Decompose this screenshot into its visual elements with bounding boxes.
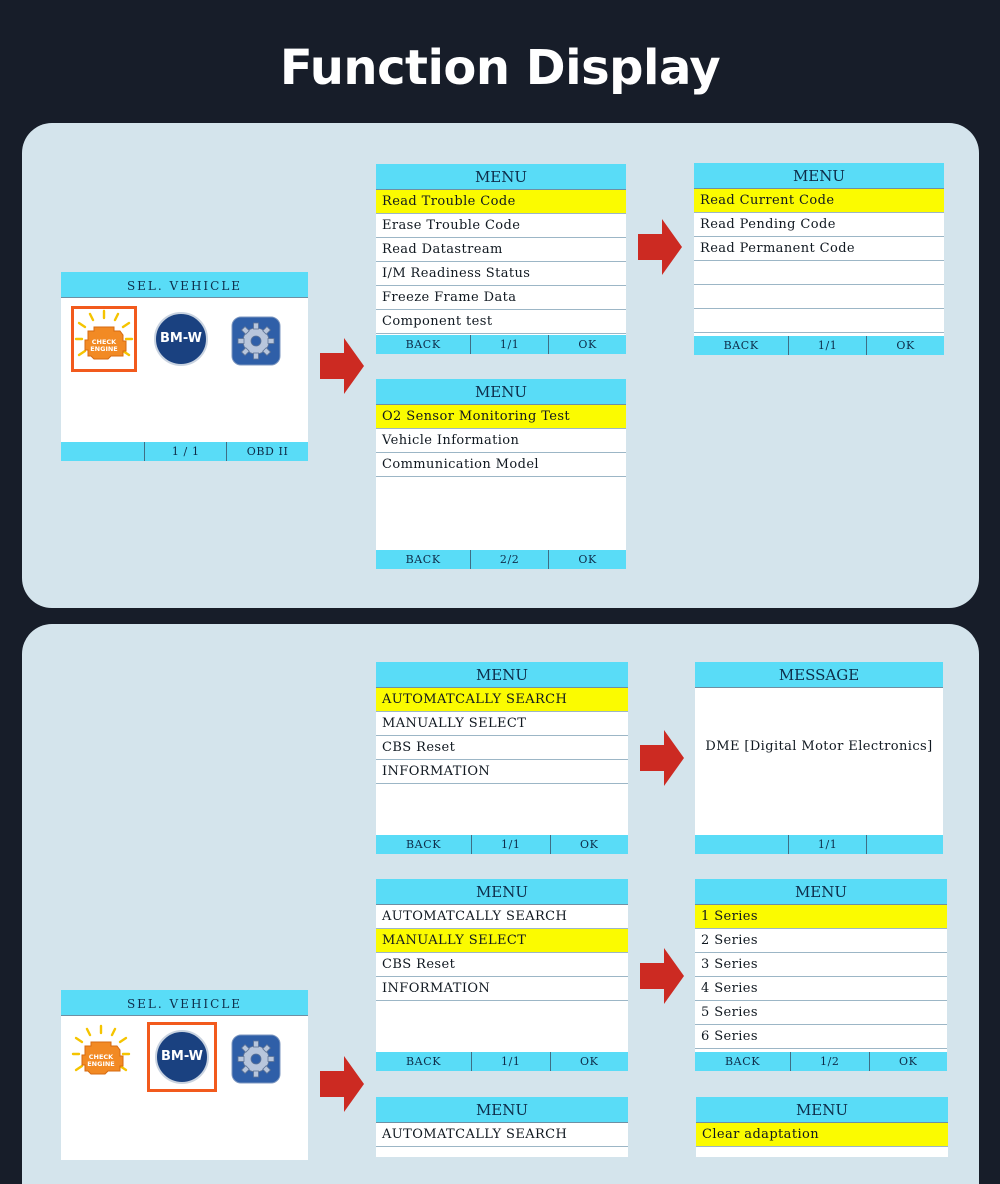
screen-footer xyxy=(376,1052,628,1071)
footer-left xyxy=(61,442,144,461)
menu-item[interactable]: MANUALLY SELECT xyxy=(376,712,628,736)
menu-item[interactable]: AUTOMATCALLY SEARCH xyxy=(376,1123,628,1147)
page-indicator: 1/1 xyxy=(471,1052,550,1071)
screen-footer xyxy=(376,550,626,569)
gear-icon xyxy=(231,316,281,366)
bmw-option[interactable] xyxy=(151,309,211,369)
arrow-right-icon xyxy=(640,730,684,786)
message-screen xyxy=(695,662,943,854)
footer-mode[interactable]: OBD II xyxy=(226,442,308,461)
main-menu-page2-screen xyxy=(376,379,626,569)
bmw-logo-icon: BM-W xyxy=(155,1030,209,1084)
menu-item[interactable]: AUTOMATCALLY SEARCH xyxy=(376,688,628,712)
screen-title: MENU xyxy=(376,879,628,905)
gear-icon xyxy=(231,1034,281,1084)
menu-item[interactable]: Read Permanent Code xyxy=(694,237,944,261)
footer-left xyxy=(695,835,788,854)
screen-title: MENU xyxy=(376,1097,628,1123)
screen-footer xyxy=(695,835,943,854)
footer-page: 1 / 1 xyxy=(144,442,226,461)
bmw-option[interactable] xyxy=(147,1022,217,1092)
screen-footer xyxy=(694,336,944,355)
arrow-right-icon xyxy=(320,1056,364,1112)
function-panel-bmw xyxy=(22,624,979,1184)
bmw-menu-partial-screen xyxy=(376,1097,628,1157)
menu-item[interactable]: Read Datastream xyxy=(376,238,626,262)
menu-item[interactable]: Communication Model xyxy=(376,453,626,477)
screen-footer xyxy=(376,335,626,354)
check-engine-icon xyxy=(71,1024,131,1084)
screen-title: MENU xyxy=(694,163,944,189)
arrow-right-icon xyxy=(320,338,364,394)
menu-item[interactable]: Freeze Frame Data xyxy=(376,286,626,310)
ok-button[interactable]: OK xyxy=(550,835,629,854)
check-engine-icon xyxy=(74,309,134,369)
menu-item[interactable]: Clear adaptation xyxy=(696,1123,948,1147)
check-engine-text-2: ENGINE xyxy=(87,1060,115,1068)
screen-title: MESSAGE xyxy=(695,662,943,688)
settings-option[interactable] xyxy=(231,316,281,366)
screen-footer xyxy=(695,1052,947,1071)
back-button[interactable]: BACK xyxy=(405,338,441,351)
check-engine-text-1: CHECK xyxy=(91,338,117,346)
vehicle-select-screen xyxy=(61,990,308,1160)
ok-button[interactable]: OK xyxy=(548,550,626,569)
settings-option[interactable] xyxy=(231,1034,281,1084)
menu-item[interactable]: I/M Readiness Status xyxy=(376,262,626,286)
screen-footer xyxy=(376,835,628,854)
adaptation-menu-partial-screen xyxy=(696,1097,948,1157)
series-item[interactable]: 1 Series xyxy=(695,905,947,929)
bmw-logo-icon: BM-W xyxy=(154,312,208,366)
series-menu-screen xyxy=(695,879,947,1071)
screen-title: MENU xyxy=(376,164,626,190)
back-button[interactable]: BACK xyxy=(724,1055,761,1068)
page-indicator: 1/1 xyxy=(471,835,550,854)
series-item[interactable]: 3 Series xyxy=(695,953,947,977)
screen-title: MENU xyxy=(376,662,628,688)
page-indicator: 2/2 xyxy=(470,550,548,569)
menu-item[interactable]: INFORMATION xyxy=(376,760,628,784)
screen-title: MENU xyxy=(376,379,626,405)
arrow-right-icon xyxy=(640,948,684,1004)
menu-item[interactable]: CBS Reset xyxy=(376,736,628,760)
menu-item[interactable]: Read Current Code xyxy=(694,189,944,213)
page-indicator: 1/1 xyxy=(470,335,548,354)
bmw-menu-screen xyxy=(376,662,628,854)
empty-row xyxy=(694,261,944,285)
back-button[interactable]: BACK xyxy=(405,838,442,851)
series-item[interactable]: 6 Series xyxy=(695,1025,947,1049)
screen-title: SEL. VEHICLE xyxy=(61,990,308,1016)
check-engine-option[interactable] xyxy=(71,1024,137,1090)
menu-item[interactable]: O2 Sensor Monitoring Test xyxy=(376,405,626,429)
screen-title: MENU xyxy=(695,879,947,905)
read-code-menu-screen xyxy=(694,163,944,355)
bmw-menu-manual-screen xyxy=(376,879,628,1071)
menu-item[interactable]: Erase Trouble Code xyxy=(376,214,626,238)
arrow-right-icon xyxy=(638,219,682,275)
check-engine-option[interactable] xyxy=(71,306,137,372)
check-engine-text-2: ENGINE xyxy=(90,345,118,353)
function-panel-obd xyxy=(22,123,979,608)
screen-title: MENU xyxy=(696,1097,948,1123)
ok-button[interactable]: OK xyxy=(548,335,626,354)
series-item[interactable]: 2 Series xyxy=(695,929,947,953)
empty-row xyxy=(694,309,944,333)
menu-item[interactable]: CBS Reset xyxy=(376,953,628,977)
menu-item[interactable]: MANUALLY SELECT xyxy=(376,929,628,953)
menu-item[interactable]: Read Pending Code xyxy=(694,213,944,237)
empty-row xyxy=(694,285,944,309)
page-title: Function Display xyxy=(279,40,721,96)
page-indicator: 1/1 xyxy=(788,336,866,355)
screen-title: SEL. VEHICLE xyxy=(61,272,308,298)
series-item[interactable]: 4 Series xyxy=(695,977,947,1001)
footer-right xyxy=(866,835,943,854)
page-indicator: 1/1 xyxy=(788,835,865,854)
ok-button[interactable]: OK xyxy=(866,336,944,355)
series-item[interactable]: 5 Series xyxy=(695,1001,947,1025)
menu-item[interactable]: Component test xyxy=(376,310,626,334)
message-text: DME [Digital Motor Electronics] xyxy=(705,739,933,754)
ok-button[interactable]: OK xyxy=(869,1052,948,1071)
ok-button[interactable]: OK xyxy=(550,1052,629,1071)
back-button[interactable]: BACK xyxy=(405,553,441,566)
menu-item[interactable]: INFORMATION xyxy=(376,977,628,1001)
check-engine-text-1: CHECK xyxy=(88,1053,114,1061)
page-indicator: 1/2 xyxy=(790,1052,869,1071)
vehicle-select-screen xyxy=(61,272,308,461)
screen-footer xyxy=(61,442,308,461)
menu-item[interactable]: Read Trouble Code xyxy=(376,190,626,214)
back-button[interactable]: BACK xyxy=(723,339,759,352)
main-menu-screen xyxy=(376,164,626,354)
back-button[interactable]: BACK xyxy=(405,1055,442,1068)
menu-item[interactable]: Vehicle Information xyxy=(376,429,626,453)
menu-item[interactable]: AUTOMATCALLY SEARCH xyxy=(376,905,628,929)
